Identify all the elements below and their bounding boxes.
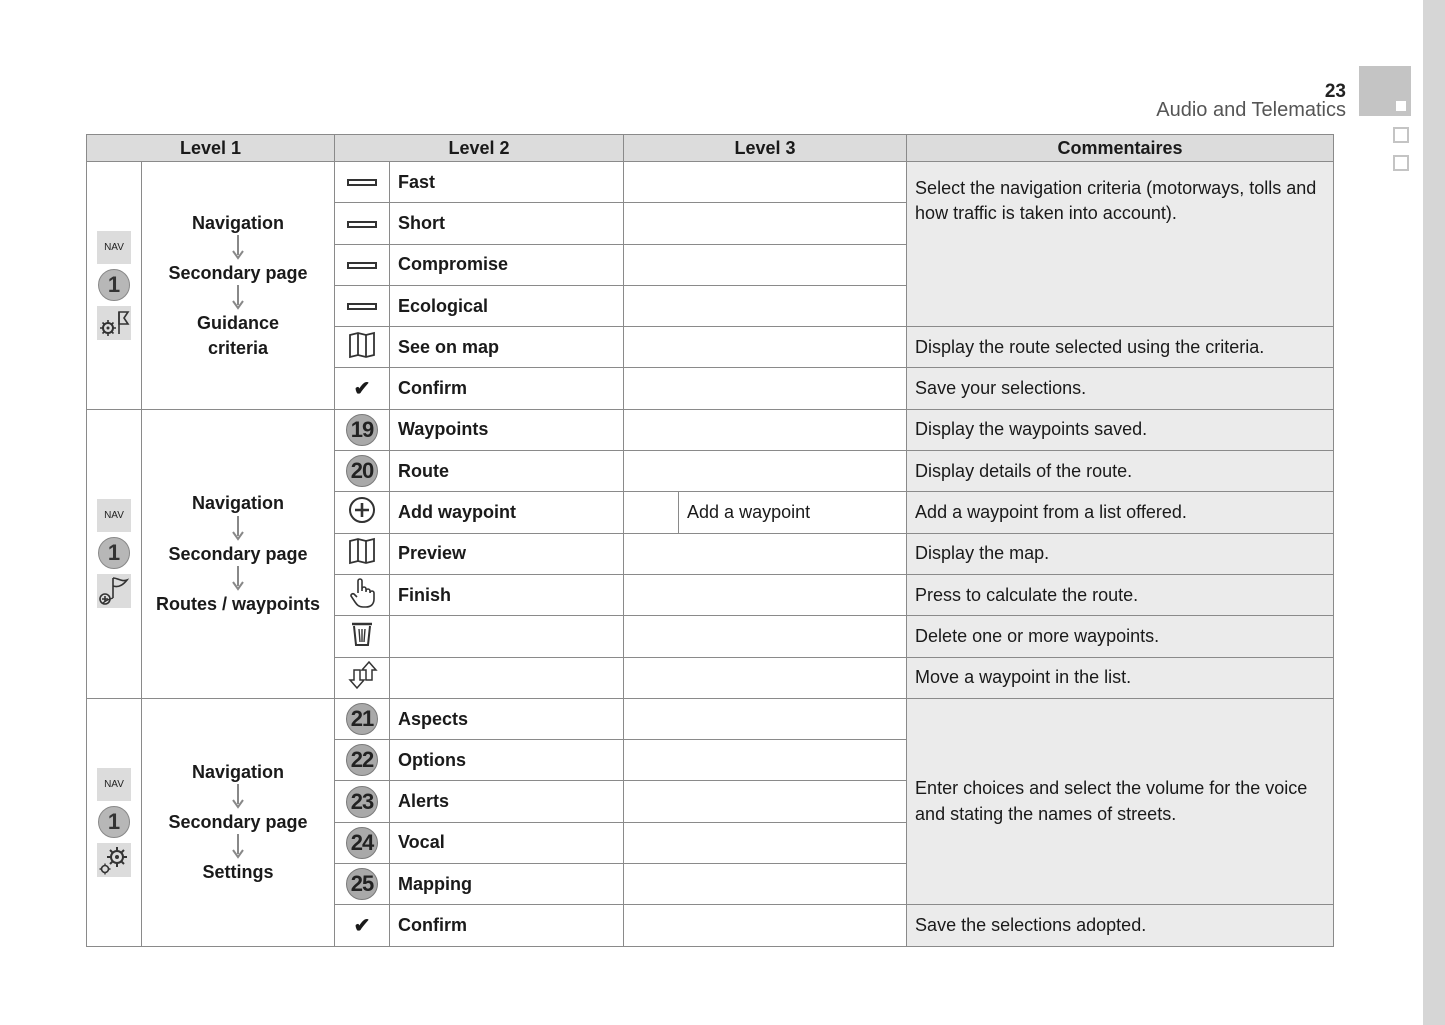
row-icon (335, 657, 390, 698)
row-icon (335, 368, 390, 409)
move-arrows-icon (346, 660, 378, 690)
level2-item[interactable]: Ecological (390, 285, 624, 326)
page-number: 23 (1324, 81, 1346, 102)
level2-item[interactable]: Add waypoint (390, 492, 624, 533)
rectangle-icon (347, 303, 377, 310)
nav-button-icon: NAV (97, 768, 131, 801)
level1-path (142, 698, 335, 946)
level3-icon-cell (624, 492, 679, 533)
section-title: Audio and Telematics (1156, 99, 1346, 121)
level2-item[interactable]: Preview (390, 533, 624, 574)
level2-item[interactable]: Confirm (390, 368, 624, 409)
row-icon (335, 327, 390, 368)
comment-cell: Display the route selected using the criteria. (907, 327, 1334, 368)
map-icon (348, 537, 376, 565)
row-icon (335, 864, 390, 905)
level1-icons (87, 409, 142, 698)
badge-25: 25 (346, 868, 378, 900)
comment-cell: Delete one or more waypoints. (907, 616, 1334, 657)
down-arrow-icon (230, 516, 246, 542)
row-icon (335, 244, 390, 285)
header-comments: Commentaires (907, 135, 1334, 162)
level2-item[interactable]: Vocal (390, 822, 624, 863)
rectangle-icon (347, 262, 377, 269)
down-arrow-icon (230, 784, 246, 810)
plus-circle-icon (348, 496, 376, 524)
rectangle-icon (347, 221, 377, 228)
chapter-tab (1359, 66, 1411, 116)
down-arrow-icon (230, 285, 246, 311)
path-step: Secondary page (168, 543, 308, 564)
row-icon (335, 492, 390, 533)
comment-cell: Select the navigation criteria (motorways, tolls and how traffic is taken into account). (907, 162, 1334, 327)
step-number-badge: 1 (98, 806, 130, 838)
level2-item[interactable]: Options (390, 740, 624, 781)
step-number-badge: 1 (98, 537, 130, 569)
level3-cell (624, 864, 907, 905)
map-icon (348, 331, 376, 359)
level3-cell (624, 203, 907, 244)
comment-cell: Save your selections. (907, 368, 1334, 409)
level3-cell (624, 781, 907, 822)
trash-icon (350, 621, 374, 647)
down-arrow-icon (230, 834, 246, 860)
level2-item[interactable]: Aspects (390, 698, 624, 739)
path-step: Guidance criteria (196, 313, 280, 358)
path-step: Secondary page (168, 812, 308, 833)
level2-item[interactable]: Finish (390, 574, 624, 615)
level2-item[interactable]: Mapping (390, 864, 624, 905)
level2-item[interactable]: Alerts (390, 781, 624, 822)
badge-23: 23 (346, 786, 378, 818)
level1-icons (87, 698, 142, 946)
side-strip (1423, 0, 1445, 1025)
row-icon (335, 698, 390, 739)
menu-table (86, 134, 1334, 947)
check-icon: ✔ (353, 378, 371, 401)
path-step: Navigation (192, 212, 285, 233)
badge-22: 22 (346, 744, 378, 776)
level3-cell (624, 409, 907, 450)
row-icon (335, 203, 390, 244)
level3-cell (624, 285, 907, 326)
row-icon (335, 781, 390, 822)
level1-icons (87, 162, 142, 410)
settings-gears-icon (97, 843, 131, 877)
level2-item[interactable]: Route (390, 451, 624, 492)
level3-cell (624, 905, 907, 946)
badge-20: 20 (346, 455, 378, 487)
comment-cell: Move a waypoint in the list. (907, 657, 1334, 698)
row-icon (335, 533, 390, 574)
header-level-3: Level 3 (624, 135, 907, 162)
header-level-1: Level 1 (87, 135, 335, 162)
flag-add-icon (97, 574, 131, 608)
comment-cell: Display the waypoints saved. (907, 409, 1334, 450)
row-icon (335, 409, 390, 450)
badge-24: 24 (346, 827, 378, 859)
nav-button-icon: NAV (97, 231, 131, 264)
level2-item[interactable] (390, 657, 624, 698)
badge-21: 21 (346, 703, 378, 735)
level3-cell (624, 822, 907, 863)
row-icon (335, 740, 390, 781)
level2-item[interactable]: Waypoints (390, 409, 624, 450)
level1-path (142, 409, 335, 698)
path-step: Routes / waypoints (155, 593, 321, 614)
comment-cell: Press to calculate the route. (907, 574, 1334, 615)
level2-item[interactable]: Confirm (390, 905, 624, 946)
path-step: Navigation (192, 493, 285, 514)
level1-path (142, 162, 335, 410)
chapter-tab-empty (1393, 155, 1409, 171)
comment-cell: Save the selections adopted. (907, 905, 1334, 946)
level3-cell (624, 327, 907, 368)
step-number-badge: 1 (98, 269, 130, 301)
row-icon (335, 162, 390, 203)
level3-cell (624, 740, 907, 781)
level3-cell (624, 368, 907, 409)
chapter-tab-marker (1396, 101, 1406, 111)
level2-item[interactable]: Short (390, 203, 624, 244)
level2-item[interactable]: See on map (390, 327, 624, 368)
comment-cell: Enter choices and select the volume for the voice and stating the names of streets. (907, 698, 1334, 904)
row-icon (335, 616, 390, 657)
chapter-tab-empty (1393, 127, 1409, 143)
level2-item[interactable]: Compromise (390, 244, 624, 285)
down-arrow-icon (230, 566, 246, 592)
row-icon (335, 822, 390, 863)
row-icon (335, 451, 390, 492)
level3-cell (624, 698, 907, 739)
check-icon: ✔ (353, 914, 371, 937)
header-level-2: Level 2 (335, 135, 624, 162)
row-icon (335, 285, 390, 326)
level2-item[interactable]: Fast (390, 162, 624, 203)
down-arrow-icon (230, 235, 246, 261)
comment-cell: Add a waypoint from a list offered. (907, 492, 1334, 533)
path-step: Settings (202, 862, 274, 883)
level3-item[interactable]: Add a waypoint (679, 492, 907, 533)
path-step: Secondary page (168, 263, 308, 284)
level3-cell (624, 162, 907, 203)
rectangle-icon (347, 179, 377, 186)
level3-cell (624, 574, 907, 615)
hand-pointer-icon (348, 577, 376, 609)
level3-cell (624, 533, 907, 574)
path-step: Navigation (192, 761, 285, 782)
level3-cell (624, 616, 907, 657)
level2-item[interactable] (390, 616, 624, 657)
row-icon (335, 574, 390, 615)
level3-cell (624, 657, 907, 698)
nav-button-icon: NAV (97, 499, 131, 532)
comment-cell: Display the map. (907, 533, 1334, 574)
comment-cell: Display details of the route. (907, 451, 1334, 492)
gear-flag-icon (97, 306, 131, 340)
badge-19: 19 (346, 414, 378, 446)
row-icon (335, 905, 390, 946)
level3-cell (624, 451, 907, 492)
level3-cell (624, 244, 907, 285)
